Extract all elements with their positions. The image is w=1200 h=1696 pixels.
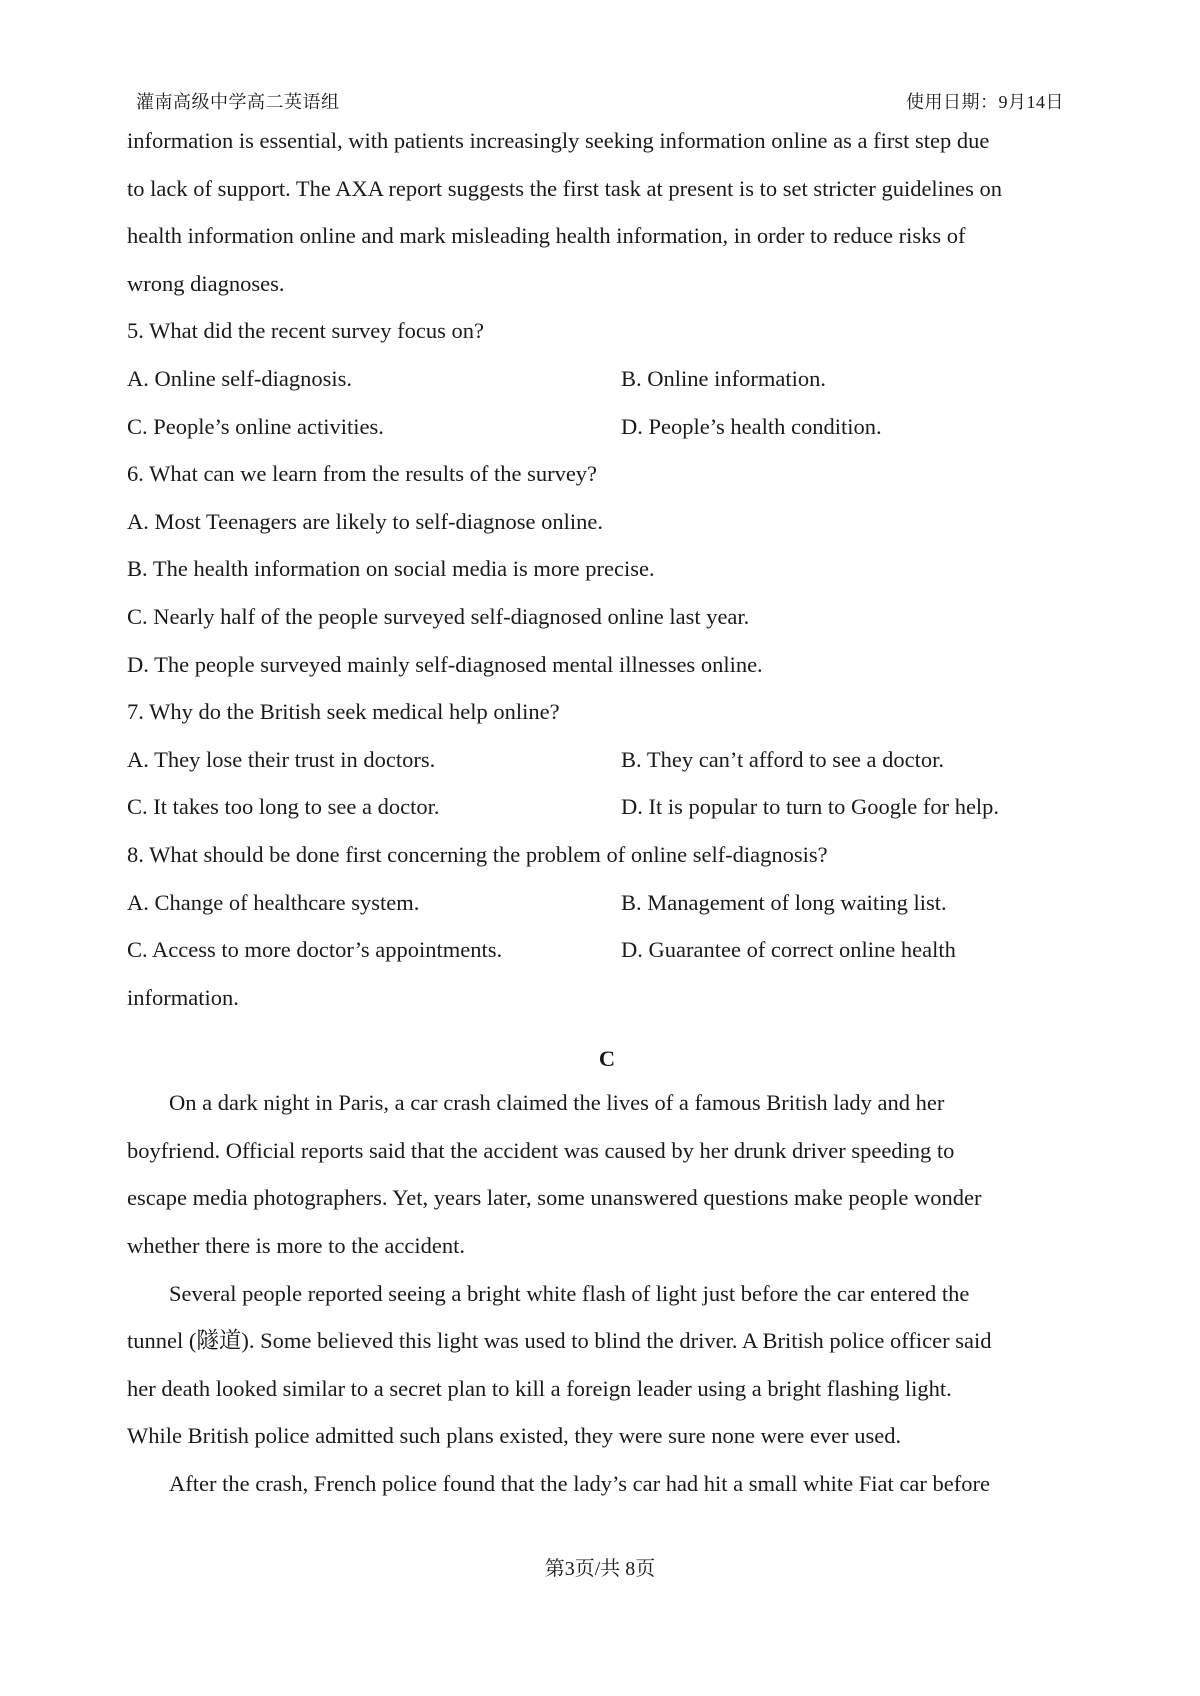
- question-stem: 6. What can we learn from the results of the survey?: [127, 461, 598, 487]
- option-d: D. It is popular to turn to Google for help.: [621, 794, 1000, 820]
- option-b: B. Online information.: [621, 365, 826, 391]
- paragraph-1: [127, 1079, 1087, 1269]
- option-b: B. The health information on social media is more precise.: [127, 556, 655, 582]
- option-a: A. Change of healthcare system.: [127, 889, 420, 915]
- paragraph-2: [127, 1270, 1087, 1460]
- page-number: 第3页/共 8页: [544, 1558, 656, 1580]
- paragraph-3: [127, 1460, 1087, 1508]
- passage-b-ending: [127, 117, 1087, 307]
- page-content: [127, 117, 1087, 1508]
- paragraph-line: whether there is more to the accident.: [127, 1233, 465, 1259]
- option-b: B. Management of long waiting list.: [621, 889, 947, 915]
- option-b: B. They can’t afford to see a doctor.: [621, 746, 945, 772]
- question-5: [127, 307, 1087, 450]
- option-a: A. Online self-diagnosis.: [127, 365, 352, 391]
- option-c: C. It takes too long to see a doctor.: [127, 794, 440, 820]
- option-a: A. They lose their trust in doctors.: [127, 746, 436, 772]
- option-d: D. Guarantee of correct online health: [621, 937, 956, 963]
- paragraph-line: Several people reported seeing a bright white flash of light just before the car entered the: [169, 1280, 970, 1306]
- option-c: C. Access to more doctor’s appointments.: [127, 937, 503, 963]
- question-6: [127, 450, 1087, 688]
- option-d-continuation: information.: [127, 984, 239, 1010]
- paragraph-line: information is essential, with patients increasingly seeking information online as a first step due: [127, 128, 990, 153]
- passage-c: [127, 1079, 1087, 1507]
- paragraph-line: wrong diagnoses.: [127, 270, 285, 296]
- paragraph-line: On a dark night in Paris, a car crash claimed the lives of a famous British lady and her: [169, 1090, 945, 1116]
- paragraph-line: health information online and mark misleading health information, in order to reduce risks of: [127, 223, 966, 249]
- section-title: C: [598, 1046, 616, 1072]
- paragraph-line: After the crash, French police found that the lady’s car had hit a small white Fiat car before: [169, 1471, 990, 1497]
- paragraph-line: her death looked similar to a secret plan to kill a foreign leader using a bright flashing light.: [127, 1375, 952, 1401]
- paragraph-line: While British police admitted such plans existed, they were sure none were ever used.: [127, 1423, 902, 1449]
- question-7: [127, 688, 1087, 831]
- question-8: [127, 831, 1087, 1021]
- header-school-group: 灌南高级中学高二英语组: [136, 92, 340, 112]
- question-stem: 8. What should be done first concerning the problem of online self-diagnosis?: [127, 841, 828, 867]
- option-a: A. Most Teenagers are likely to self-diagnose online.: [127, 508, 604, 534]
- paragraph-line: to lack of support. The AXA report suggests the first task at present is to set stricter guidelines on: [127, 175, 1003, 201]
- option-d: D. The people surveyed mainly self-diagnosed mental illnesses online.: [127, 651, 763, 677]
- option-c: C. People’s online activities.: [127, 413, 384, 439]
- question-stem: 7. Why do the British seek medical help online?: [127, 699, 560, 725]
- question-stem: 5. What did the recent survey focus on?: [127, 318, 484, 344]
- paragraph-line: tunnel (隧道). Some believed this light was used to blind the driver. A British police officer said: [127, 1328, 992, 1354]
- paragraph-line: escape media photographers. Yet, years later, some unanswered questions make people wonder: [127, 1185, 982, 1211]
- header-date: 使用日期：9月14日: [906, 92, 1064, 112]
- option-d: D. People’s health condition.: [621, 413, 882, 439]
- paragraph-line: boyfriend. Official reports said that the accident was caused by her drunk driver speeding to: [127, 1137, 955, 1163]
- option-c: C. Nearly half of the people surveyed self-diagnosed online last year.: [127, 603, 750, 629]
